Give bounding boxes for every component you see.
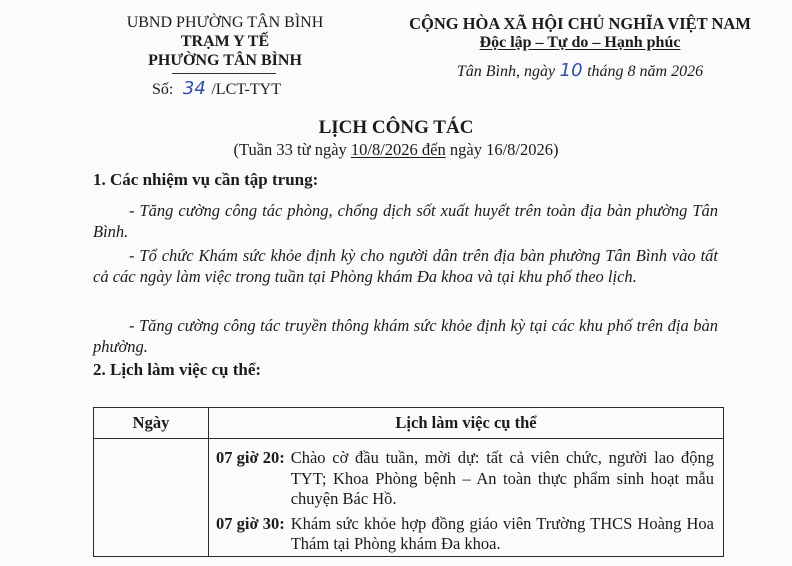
document-subtitle: [0, 140, 792, 160]
unit-name-line2: PHƯỜNG TÂN BÌNH: [148, 52, 302, 69]
document-number-suffix: /LCT-TYT: [211, 81, 281, 98]
entry-text: Chào cờ đầu tuần, mời dự: tất cả viên chức, người lao động TYT; Khoa Phòng bệnh – An toàn thực phẩm sinh hoạt mẫu chuyện Bác Hồ.: [290, 448, 714, 508]
day-cell: [94, 439, 209, 557]
task-item: - Tăng cường công tác truyền thông khám sức khỏe định kỳ tại các khu phố trên địa bàn phường.: [93, 316, 718, 356]
entry-time: 07 giờ 20:: [216, 448, 285, 467]
document-title: LỊCH CÔNG TÁC: [318, 117, 474, 138]
national-title: CỘNG HÒA XÃ HỘI CHỦ NGHĨA VIỆT NAM: [409, 14, 751, 33]
schedule-entry: [210, 448, 722, 510]
unit-name-line1: TRẠM Y TẾ: [180, 33, 270, 50]
subtitle-date-from: 10/8/2026 đến: [350, 140, 446, 159]
table-row: [94, 439, 724, 557]
section2-heading: 2. Lịch làm việc cụ thể:: [93, 360, 262, 379]
document-number-handwritten: 34: [182, 78, 206, 99]
document-number: [152, 78, 281, 99]
issue-date-day-handwritten: 10: [559, 60, 583, 81]
schedule-table: [93, 407, 724, 557]
national-motto-text: Độc lập – Tự do – Hạnh phúc: [479, 34, 681, 51]
task-item: - Tăng cường công tác phòng, chống dịch sốt xuất huyết trên toàn địa bàn phường Tân Bình.: [93, 201, 718, 241]
entry-text: Khám sức khỏe hợp đồng giáo viên Trường THCS Hoàng Hoa Thám tại Phòng khám Đa khoa.: [290, 513, 714, 553]
document-number-prefix: Số:: [152, 81, 174, 98]
subtitle-before: (Tuần 33 từ ngày: [233, 140, 351, 159]
section1-heading: 1. Các nhiệm vụ cần tập trung:: [93, 170, 319, 189]
schedule-cell: [209, 439, 724, 557]
issue-date-prefix: Tân Bình, ngày: [456, 63, 556, 80]
schedule-header-row: [94, 408, 724, 439]
issue-date: [380, 60, 780, 81]
entry-time: 07 giờ 30:: [216, 513, 285, 533]
authority-name: UBND PHƯỜNG TÂN BÌNH: [126, 14, 324, 31]
header-left-underline: [172, 73, 276, 74]
column-header-schedule: Lịch làm việc cụ thể: [209, 408, 724, 439]
schedule-entry: [210, 514, 722, 555]
column-header-day: Ngày: [94, 408, 209, 439]
national-motto: [380, 34, 780, 52]
issue-date-suffix: tháng 8 năm 2026: [587, 63, 704, 80]
task-item: - Tổ chức Khám sức khỏe định kỳ cho người dân trên địa bàn phường Tân Bình vào tất cả các ngày làm việc trong tuần tại Phòng khám Đa khoa và tại khu phố theo lịch.: [93, 246, 718, 286]
subtitle-after: ngày 16/8/2026): [445, 140, 559, 159]
